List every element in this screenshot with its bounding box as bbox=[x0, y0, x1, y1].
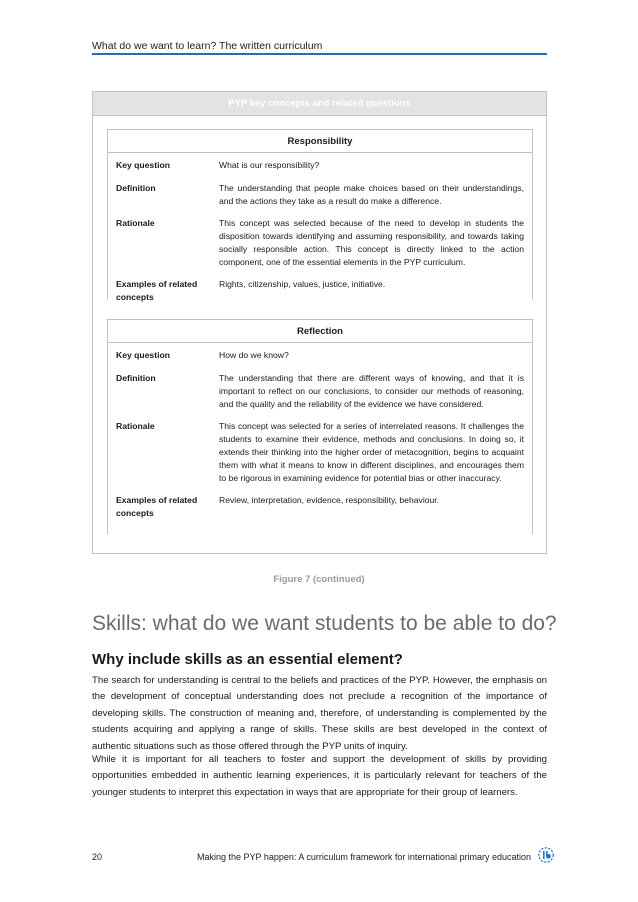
row-label: Key question bbox=[116, 160, 170, 170]
concept-table-responsibility bbox=[107, 129, 533, 300]
sub-heading: Why include skills as an essential element? bbox=[92, 651, 403, 668]
row-value: Review, interpretation, evidence, responsibility, behaviour. bbox=[219, 495, 440, 505]
figure-box-title: PYP key concepts and related questions bbox=[93, 92, 546, 116]
running-head: What do we want to learn? The written curriculum bbox=[92, 40, 323, 52]
concept-row-key-question bbox=[108, 159, 532, 172]
page-number: 20 bbox=[92, 852, 103, 862]
row-label: Key question bbox=[116, 350, 170, 360]
concept-row-rationale bbox=[108, 217, 532, 269]
row-label: Examples of related concepts bbox=[116, 495, 198, 518]
concept-row-definition bbox=[108, 372, 532, 411]
row-value: Rights, citizenship, values, justice, initiative. bbox=[219, 279, 386, 289]
row-label: Definition bbox=[116, 373, 156, 383]
row-label: Rationale bbox=[116, 218, 155, 228]
row-label: Examples of related concepts bbox=[116, 279, 198, 302]
concept-table-reflection bbox=[107, 319, 533, 534]
body-paragraph: While it is important for all teachers to foster and support the development of skills by providing opportunities embedded in authentic learning experiences, it is particularly relevant for teachers of the younger students to interpret this expectation in ways that are appropriate for their group of learners. bbox=[92, 754, 547, 798]
publication-title: Making the PYP happen: A curriculum framework for international primary education bbox=[196, 852, 531, 862]
concept-row-related-concepts bbox=[108, 278, 532, 304]
concept-title: Reflection bbox=[108, 320, 532, 343]
row-value: How do we know? bbox=[219, 350, 289, 360]
concept-row-key-question bbox=[108, 349, 532, 362]
ib-logo-icon bbox=[537, 847, 555, 863]
body-paragraph: The search for understanding is central to the beliefs and practices of the PYP. However, the emphasis on the development of conceptual understanding does not preclude a recognition of the importance of developing skills. The construction of meaning and, therefore, of understanding is complemented by the students acquiring and applying a range of skills. These skills are best developed in the context of authentic situations such as those offered through the PYP units of inquiry. bbox=[92, 675, 547, 752]
row-value: This concept was selected for a series of interrelated reasons. It challenges the students to examine their evidence, methods and conclusions. In doing so, it extends their thinking into the higher order of metacognition, begins to acquaint them with what it means to know in different disciplines, and encourages them to be rigorous in examining evidence for potential bias or other inaccuracy. bbox=[219, 421, 524, 483]
figure-caption: Figure 7 (continued) bbox=[273, 574, 365, 585]
row-label: Definition bbox=[116, 183, 156, 193]
row-value: This concept was selected because of the need to develop in students the disposition towards identifying and assuming responsibility, and towards taking socially responsible action. This concept is directly linked to the action component, one of the essential elements in the PYP curriculum. bbox=[219, 218, 524, 267]
concept-row-rationale bbox=[108, 420, 532, 485]
figure-box bbox=[92, 91, 547, 554]
concept-row-definition bbox=[108, 182, 532, 208]
header-rule bbox=[92, 53, 547, 55]
concept-title: Responsibility bbox=[108, 130, 532, 153]
row-value: What is our responsibility? bbox=[219, 160, 320, 170]
concept-row-related-concepts bbox=[108, 494, 532, 520]
section-heading: Skills: what do we want students to be able to do? bbox=[92, 612, 557, 635]
row-value: The understanding that people make choices based on their understandings, and the actions they take as a result do make a difference. bbox=[219, 183, 524, 206]
row-label: Rationale bbox=[116, 421, 155, 431]
row-value: The understanding that there are different ways of knowing, and that it is important to reflect on our conclusions, to consider our methods of reasoning, and the quality and the reliability of the evidence we have considered. bbox=[219, 373, 524, 409]
